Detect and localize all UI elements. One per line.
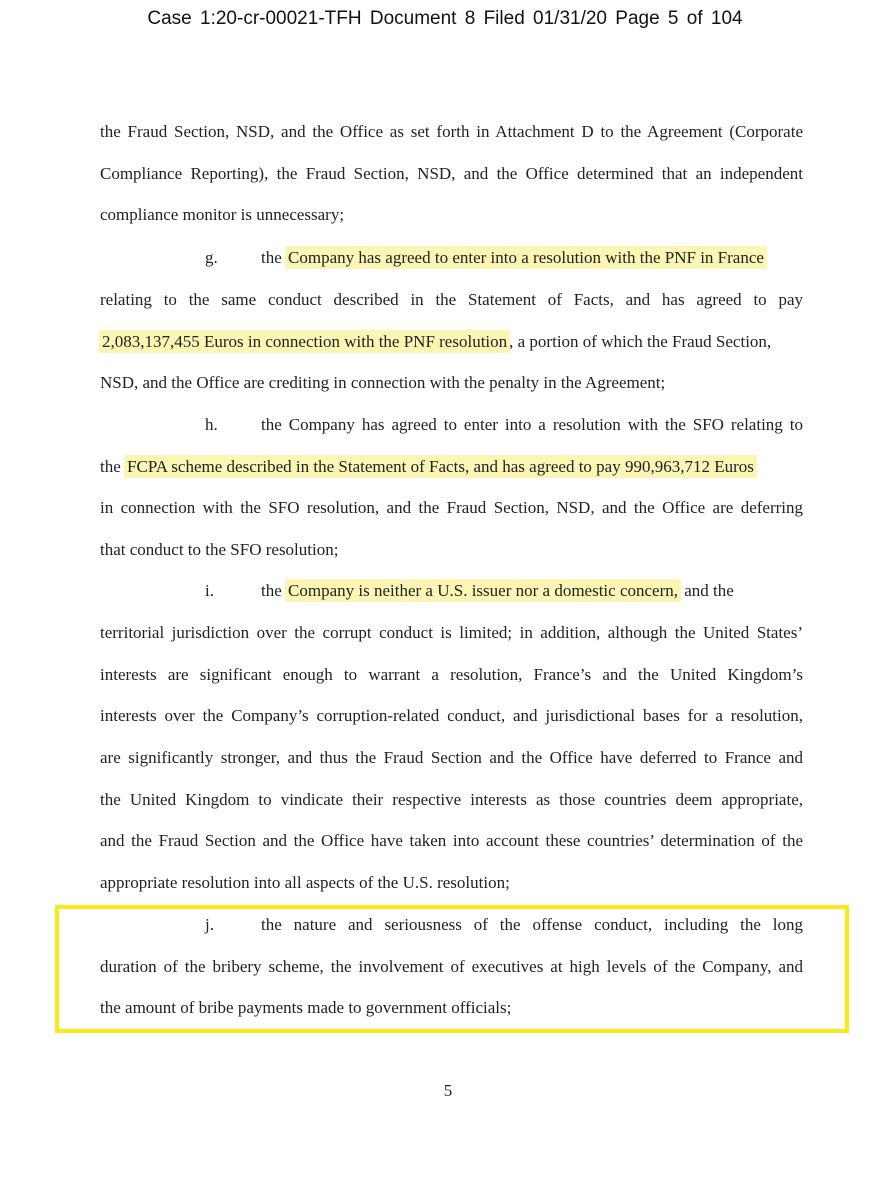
para-f-line: compliance monitor is unnecessary; (100, 205, 345, 224)
text-segment: and the (684, 581, 734, 600)
para-h-line (100, 456, 803, 478)
highlighted-text: 2,083,137,455 Euros in connection with the PNF resolution (99, 330, 510, 353)
text-segment: the (261, 581, 282, 600)
para-h-label: h. (205, 415, 218, 434)
text-segment: the (261, 248, 282, 267)
text-segment: the (100, 457, 121, 476)
highlighted-text: Company is neither a U.S. issuer nor a domestic concern, (285, 579, 681, 602)
para-g-line (100, 331, 803, 353)
para-i-line: the United Kingdom to vindicate their respective interests as those countries deem appropriate, (100, 790, 803, 809)
para-f-line: Compliance Reporting), the Fraud Section, NSD, and the Office determined that an independent (100, 164, 803, 183)
para-i-line: appropriate resolution into all aspects of the U.S. resolution; (100, 873, 510, 892)
para-h-line: that conduct to the SFO resolution; (100, 540, 339, 559)
para-j-line: the nature and seriousness of the offense conduct, including the long (261, 915, 803, 934)
page-number: 5 (443, 1081, 453, 1100)
para-i-line: interests over the Company’s corruption-related conduct, and jurisdictional bases for a resolution, (100, 706, 803, 725)
para-i-line (261, 580, 803, 602)
para-i-line: and the Fraud Section and the Office have taken into account these countries’ determination of the (100, 831, 803, 850)
highlighted-text: FCPA scheme described in the Statement of Facts, and has agreed to pay 990,963,712 Euros (124, 455, 757, 478)
para-f-line: the Fraud Section, NSD, and the Office as set forth in Attachment D to the Agreement (Corporate (100, 122, 803, 141)
para-i-line: territorial jurisdiction over the corrupt conduct is limited; in addition, although the United States’ (100, 623, 803, 642)
para-j-label: j. (205, 915, 214, 934)
para-h-line: the Company has agreed to enter into a resolution with the SFO relating to (261, 415, 803, 434)
para-h-line: in connection with the SFO resolution, and the Fraud Section, NSD, and the Office are deferring (100, 498, 803, 517)
para-g-line (261, 247, 811, 269)
text-segment: , a portion of which the Fraud Section, (509, 332, 772, 351)
case-header: Case 1:20-cr-00021-TFH Document 8 Filed 01/31/20 Page 5 of 104 (147, 8, 743, 29)
para-i-label: i. (205, 581, 214, 600)
para-i-line: are significantly stronger, and thus the Fraud Section and the Office have deferred to France and (100, 748, 803, 767)
para-j-line: the amount of bribe payments made to government officials; (100, 998, 512, 1017)
highlighted-text: Company has agreed to enter into a resolution with the PNF in France (285, 246, 767, 269)
para-i-line: interests are significant enough to warrant a resolution, France’s and the United Kingdom’s (100, 665, 803, 684)
para-g-line: relating to the same conduct described in the Statement of Facts, and has agreed to pay (100, 290, 803, 309)
para-g-label: g. (205, 248, 218, 267)
para-j-line: duration of the bribery scheme, the involvement of executives at high levels of the Company, and (100, 957, 803, 976)
para-g-line: NSD, and the Office are crediting in connection with the penalty in the Agreement; (100, 373, 666, 392)
